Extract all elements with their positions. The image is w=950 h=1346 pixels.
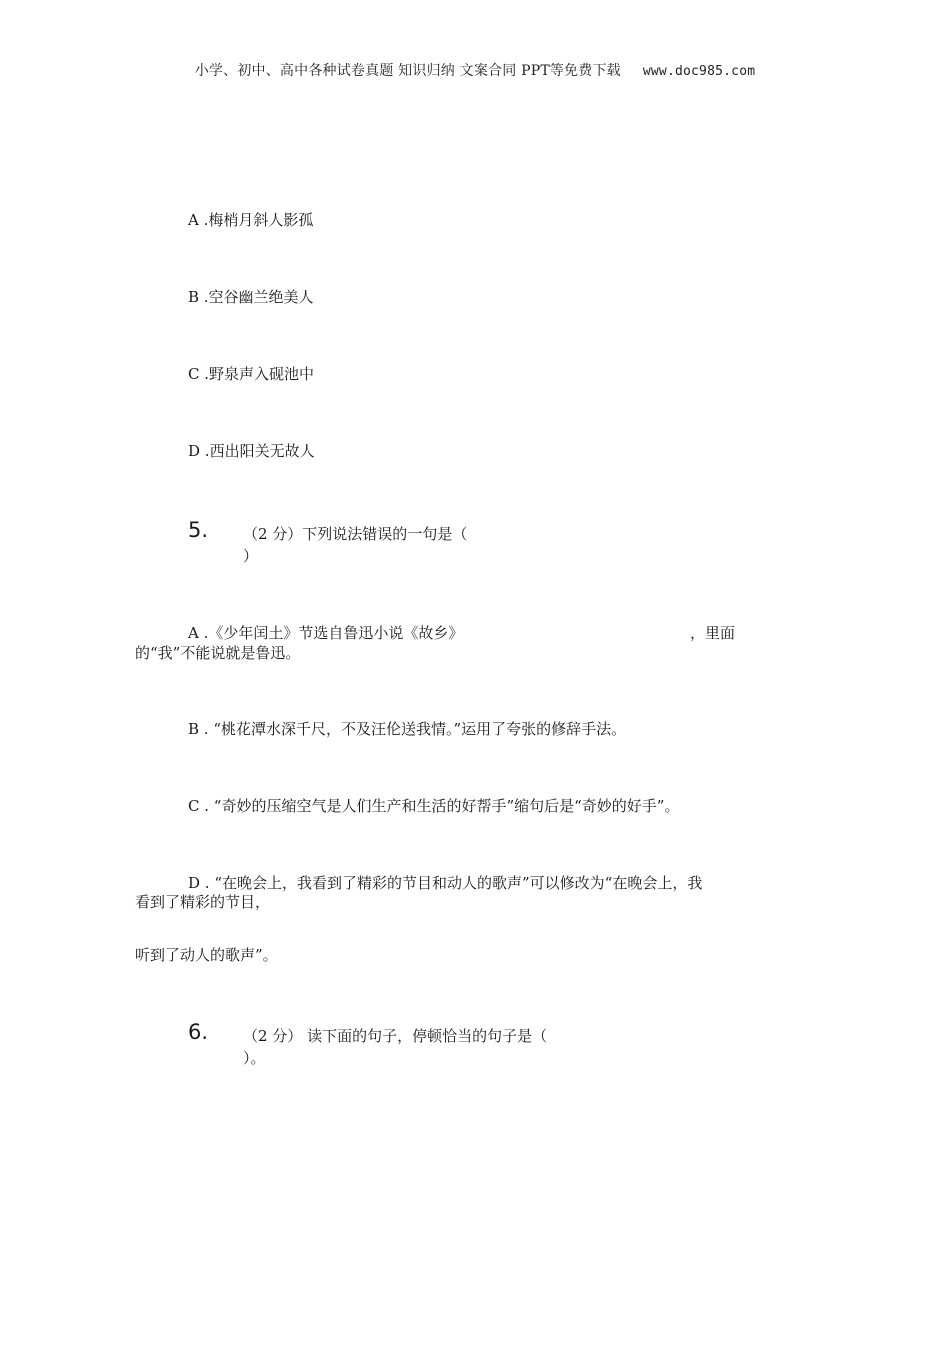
q4-option-a: A .梅梢月斜人影孤 (188, 211, 314, 229)
q5-option-c: C . “奇妙的压缩空气是人们生产和生活的好帮手”缩句后是“奇妙的好手”。 (188, 797, 680, 815)
q5-option-a-line1-tail: ，里面 (690, 624, 736, 642)
q5-number: 5. (188, 518, 209, 542)
q4-option-b: B .空谷幽兰绝美人 (188, 288, 314, 306)
q5-stem-line2: ） (243, 547, 259, 565)
q6-stem-line1: （2 分） 读下面的句子，停顿恰当的句子是（ (243, 1027, 548, 1045)
q6-number: 6. (188, 1020, 209, 1044)
q5-option-d-line3: 听到了动人的歌声”。 (135, 946, 278, 964)
q5-stem-line1: （2 分）下列说法错误的一句是（ (243, 525, 468, 543)
q5-option-b: B . “桃花潭水深千尺，不及汪伦送我情。”运用了夸张的修辞手法。 (188, 720, 627, 738)
q5-option-d-line1: D . “在晚会上，我看到了精彩的节目和动人的歌声”可以修改为“在晚会上，我 (188, 874, 703, 892)
q4-option-c: C .野泉声入砚池中 (188, 365, 315, 383)
header-url: www.doc985.com (642, 64, 756, 79)
q4-option-d: D .西出阳关无故人 (188, 442, 315, 460)
q5-option-a-line1: A .《少年闰土》节选自鲁迅小说《故乡》 (188, 624, 464, 642)
header-text: 小学、初中、高中各种试卷真题 知识归纳 文案合同 PPT等免费下载 (194, 63, 621, 79)
q6-stem-line2: ）。 (243, 1049, 266, 1067)
page-header (0, 60, 950, 80)
q5-option-d-line2: 看到了精彩的节目， (135, 893, 271, 911)
q5-option-a-line2: 的“我”不能说就是鲁迅。 (135, 644, 301, 662)
